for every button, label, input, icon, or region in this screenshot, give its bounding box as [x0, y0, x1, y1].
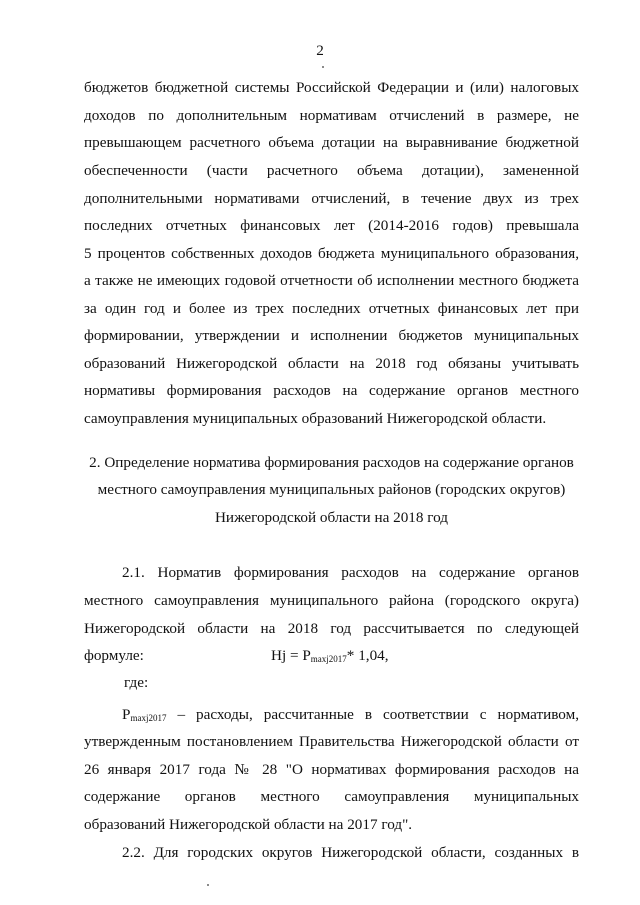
definition-symbol: P — [122, 706, 131, 723]
text-line: формуле: — [84, 647, 144, 664]
text-line: а также не имеющих годовой отчетности об исполнении местного бюджета — [84, 272, 579, 289]
formula-rhs: * 1,04, — [346, 647, 389, 664]
text-line: доходов по дополнительным нормативам отчислений в размере, не — [84, 107, 579, 124]
text-line: Нижегородской области на 2018 год рассчитывается по следующей — [84, 620, 579, 637]
text-line: последних отчетных финансовых лет (2014-2016 годов) превышала — [84, 217, 579, 234]
heading-line: Нижегородской области на 2018 год — [214, 509, 449, 526]
definition-subscript: maxj2017 — [130, 713, 167, 723]
formula — [271, 647, 389, 665]
text-line: 26 января 2017 года № 28 "О нормативах формирования расходов на — [84, 761, 579, 778]
text-line: за один год и более из трех последних отчетных финансовых лет при — [84, 300, 579, 317]
text-line: самоуправления муниципальных образований Нижегородской области. — [84, 410, 547, 427]
text-line: содержание органов местного самоуправления муниципальных — [84, 788, 579, 805]
scan-speck — [322, 66, 324, 68]
text-line: 5 процентов собственных доходов бюджета муниципального образования, — [84, 245, 579, 262]
definition-text: – расходы, рассчитанные в соответствии с нормативом, — [166, 706, 579, 723]
text-line — [122, 702, 579, 728]
text-line: нормативы формирования расходов на содержание органов местного — [84, 382, 579, 399]
text-line: формировании, утверждении и исполнении бюджетов муниципальных — [84, 327, 579, 344]
text-line: 2.1. Норматив формирования расходов на содержание органов — [122, 564, 579, 581]
text-line: образований Нижегородской области на 2017 год". — [84, 816, 413, 833]
heading-line: 2. Определение норматива формирования расходов на содержание органов — [89, 454, 574, 471]
text-line: превышающем расчетного объема дотации на выравнивание бюджетной — [84, 134, 579, 151]
heading-line: местного самоуправления муниципальных районов (городских округов) — [97, 481, 566, 498]
text-line: обеспеченности (части расчетного объема дотации), замененной — [84, 162, 579, 179]
text-line: утвержденным постановлением Правительства Нижегородской области от — [84, 733, 579, 750]
formula-subscript: maxj2017 — [310, 654, 347, 664]
text-line: дополнительными нормативами отчислений, в течение двух из трех — [84, 190, 579, 207]
text-line: бюджетов бюджетной системы Российской Федерации и (или) налоговых — [84, 79, 579, 96]
text-line: местного самоуправления муниципального района (городского округа) — [84, 592, 579, 609]
page-number: 2 — [316, 42, 324, 59]
where-label: где: — [124, 674, 149, 691]
scan-speck — [207, 884, 209, 886]
text-line: образований Нижегородской области на 2018 год обязаны учитывать — [84, 355, 579, 372]
formula-lhs: Hj = P — [271, 647, 311, 664]
text-line: 2.2. Для городских округов Нижегородской области, созданных в — [122, 844, 579, 861]
